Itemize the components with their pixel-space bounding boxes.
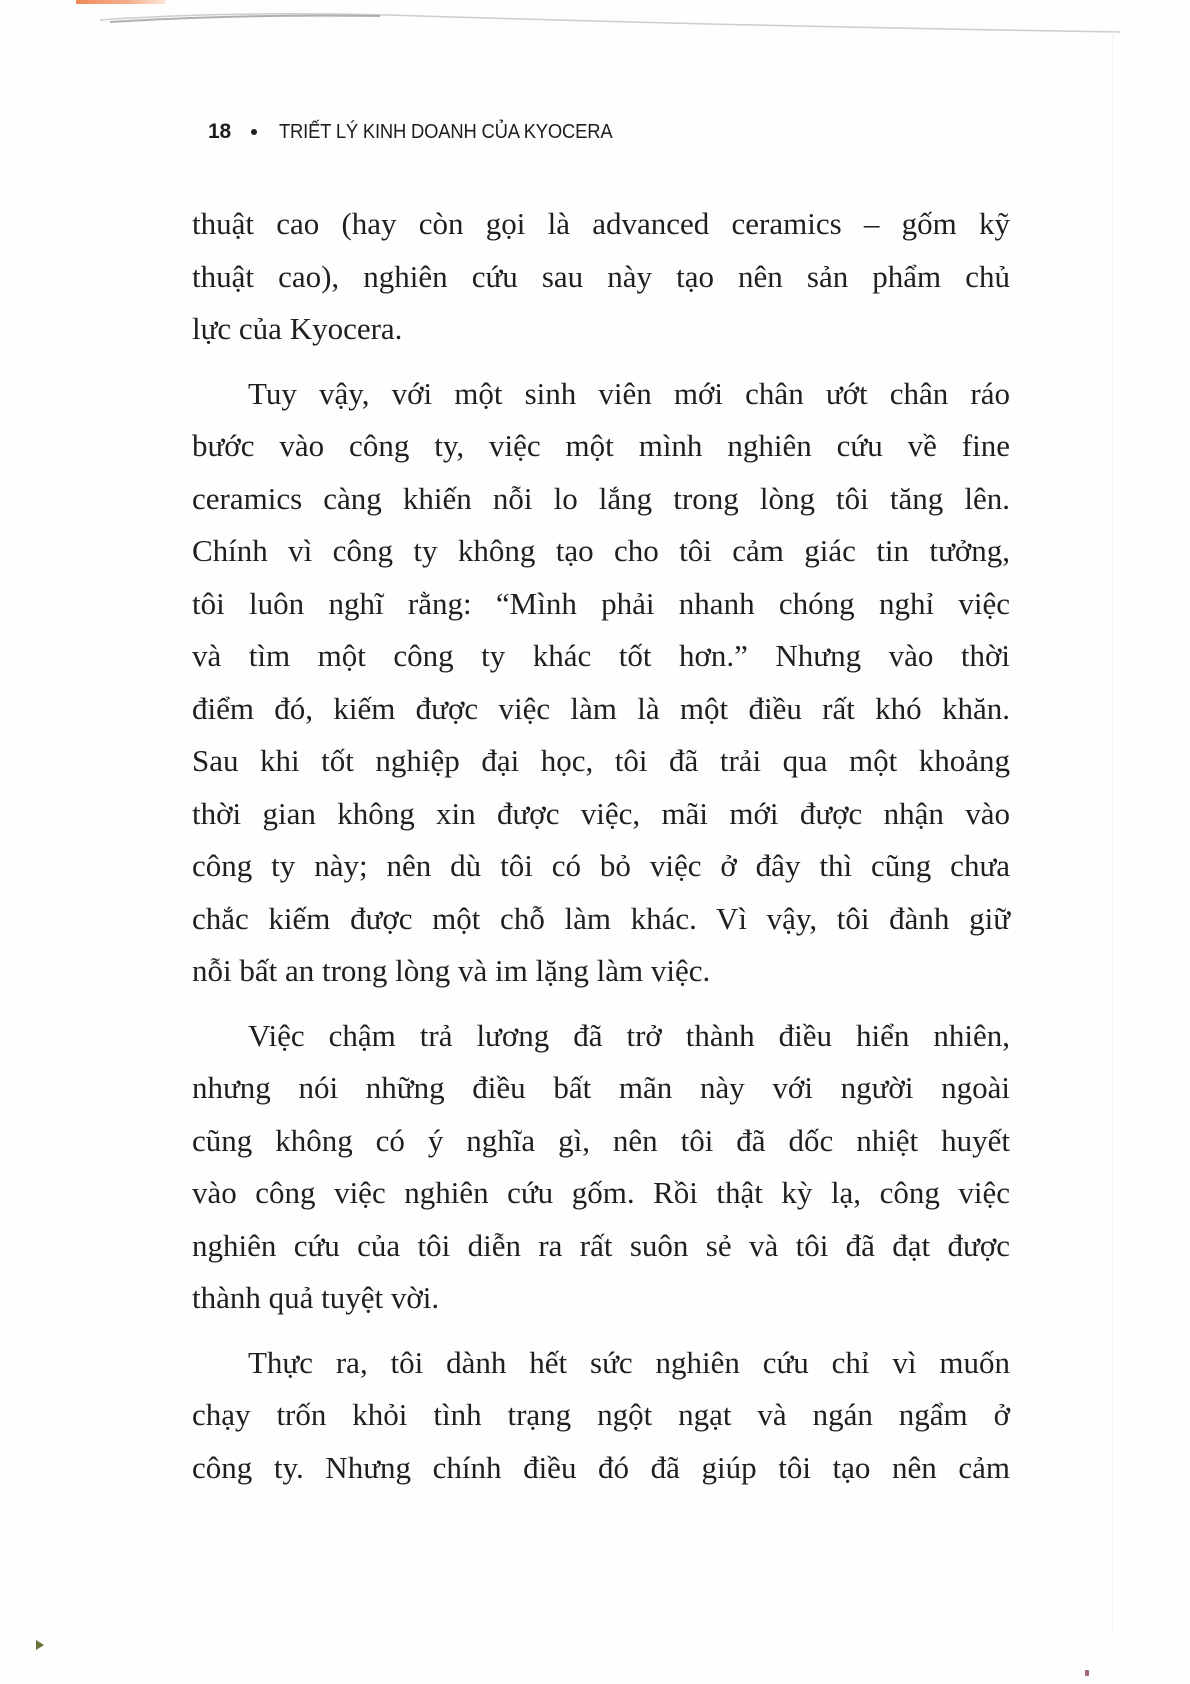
page-right-edge — [1112, 30, 1113, 1630]
text-line: Tuy vậy, với một sinh viên mới chân ướt chân ráo — [248, 375, 1010, 411]
body-text — [192, 198, 1010, 1506]
text-line: điểm đó, kiếm được việc làm là một điều rất khó khăn. — [192, 690, 1010, 726]
text-line: nỗi bất an trong lòng và im lặng làm việc. — [192, 953, 711, 988]
text-line: ceramics càng khiến nỗi lo lắng trong lòng tôi tăng lên. — [192, 480, 1010, 516]
text-line: Thực ra, tôi dành hết sức nghiên cứu chỉ vì muốn — [248, 1344, 1010, 1380]
text-line: bước vào công ty, việc một mình nghiên cứu về fine — [192, 428, 1010, 463]
text-line: nhưng nói những điều bất mãn này với người ngoài — [192, 1070, 1010, 1105]
text-line: vào công việc nghiên cứu gốm. Rồi thật kỳ lạ, công việc — [192, 1175, 1010, 1210]
text-line: lực của Kyocera. — [192, 311, 403, 346]
text-line: và tìm một công ty khác tốt hơn.” Nhưng vào thời — [192, 638, 1010, 673]
paragraph — [192, 198, 1010, 356]
text-line: nghiên cứu của tôi diễn ra rất suôn sẻ và tôi đã đạt được — [192, 1227, 1010, 1263]
page-number: 18 — [208, 120, 231, 143]
text-line: công ty. Nhưng chính điều đó đã giúp tôi tạo nên cảm — [192, 1449, 1010, 1485]
text-line: chạy trốn khỏi tình trạng ngột ngạt và ngán ngẩm ở — [192, 1397, 1010, 1432]
text-line: thuật cao), nghiên cứu sau này tạo nên sản phẩm chủ — [192, 258, 1010, 294]
text-line: chắc kiếm được một chỗ làm khác. Vì vậy, tôi đành giữ — [192, 900, 1010, 936]
text-line: cũng không có ý nghĩa gì, nên tôi đã dốc nhiệt huyết — [192, 1122, 1010, 1158]
text-line: Sau khi tốt nghiệp đại học, tôi đã trải qua một khoảng — [192, 743, 1010, 778]
scan-artifact-mark — [36, 1640, 44, 1650]
text-line: thuật cao (hay còn gọi là advanced ceramics – gốm kỹ — [192, 206, 1010, 241]
page-curl-shadow — [40, 8, 1160, 38]
paragraph — [192, 1010, 1010, 1325]
previous-page-edge — [76, 0, 166, 4]
text-line: thành quả tuyệt vời. — [192, 1280, 440, 1315]
paragraph — [192, 1337, 1010, 1495]
text-line: công ty này; nên dù tôi có bỏ việc ở đây thì cũng chưa — [192, 848, 1010, 883]
text-line: thời gian không xin được việc, mãi mới được nhận vào — [192, 795, 1010, 831]
text-line: tôi luôn nghĩ rằng: “Mình phải nhanh chóng nghỉ việc — [192, 585, 1010, 621]
running-header — [208, 120, 641, 144]
text-line: Chính vì công ty không tạo cho tôi cảm giác tin tưởng, — [192, 533, 1010, 568]
scan-artifact-mark — [1085, 1670, 1089, 1676]
running-title: TRIẾT LÝ KINH DOANH CỦA KYOCERA — [278, 120, 613, 143]
text-line: Việc chậm trả lương đã trở thành điều hiển nhiên, — [248, 1017, 1010, 1053]
paragraph — [192, 368, 1010, 998]
bullet-icon — [251, 129, 257, 135]
